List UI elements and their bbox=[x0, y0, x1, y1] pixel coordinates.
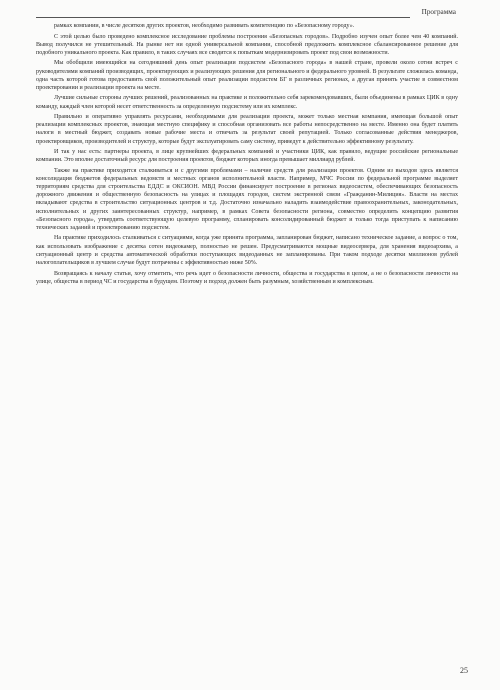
section-label: Программа bbox=[421, 8, 456, 16]
paragraph: На практике приходилось сталкиваться с ситуациями, когда уже принята программа, запланирован бюджет, написано техническое задание, а вопрос о том, как использовать изображение с десятка сотен видеокамер, полностью не решен. Предусматриваются мощные видеосервера, для хранения видеоархива, а ситуационный центр и средства автоматической обработки поступающих видеоданных не запланированы. При таком подходе десятки миллионов рублей налогоплательщиков в лучшем случае будут потрачены с эффективностью ниже 50%. bbox=[36, 235, 458, 266]
header-rule bbox=[36, 17, 410, 18]
paragraph: Лучшие сильные стороны лучших решений, реализованных на практике и положительно себя зарекомендовавших, были объединены в рамках ЦИК в одну команду, каждый член которой несет ответственность за определенную подсистему или их комплекс. bbox=[36, 95, 458, 110]
paragraph: Правильно и оперативно управлять ресурсами, необходимыми для реализации проекта, может только местная компания, имеющая большой опыт реализации комплексных проектов, знающая местную специфику и способная организовать все работы непосредственно на месте. Именно она будет платить налоги в местный бюджет, создавать новые рабочие места и отвечать за результат своей репутацией. Только согласованные действия менеджеров, проектировщиков, производителей и структур, которые будут эксплуатировать саму систему, приведут к действительно эффективному результату. bbox=[36, 114, 458, 145]
page-number: 25 bbox=[460, 666, 468, 675]
paragraph: Возвращаясь к началу статьи, хочу отметить, что речь идет о безопасности личности, общества и государства в целом, а не о безопасности личности на улице, общества в период ЧС и государства в будущем. Поэтому и подход должен быть разумным, хозяйственным и комплексным. bbox=[36, 270, 458, 285]
running-header bbox=[36, 6, 456, 20]
paragraph: Также на практике приходится сталкиваться и с другими проблемами – наличие средств для реализации проектов. Одним из выходов здесь является консолидация бюджетов федеральных ведомств и местных органов исполнительной власти. Например, МЧС России по федеральной программе выделяет территориям средства для строительства ЕДДС и ОКСИОН. МВД России финансирует построение в регионах видеосистем, обеспечивающих безопасность дорожного движения и общественную безопасность на улицах и площадях городов, систем экстренной связи «Гражданин-Милиция». Власти на местах вкладывают средства в строительство ситуационных центров и т.д. Достаточно изначально наладить взаимодействие правоохранительных, законодательных, исполнительных и других заинтересованных структур, например, в рамках Совета безопасности региона, совместно определить концепцию развития «Безопасного города», утвердить соответствующую целевую программу, спланировать консолидированный бюджет и только тогда приступать к написанию технических заданий и проектированию подсистем. bbox=[36, 167, 458, 231]
article-body bbox=[36, 22, 458, 288]
paragraph: Мы обобщили имеющийся на сегодняшний день опыт реализации подсистем «Безопасного города» в нашей стране, провели около сотни встреч с руководителями компаний производящих, проектирующих и реализующих решения для регионального и федерального уровней. В результате сложилась команда, одна часть которой готова предоставить свой положительный опыт реализации подсистем БГ в различных регионах, а другая принять участие в совместном проектировании и реализации проекта на месте. bbox=[36, 60, 458, 91]
paragraph: рамках компании, в числе десятков других проектов, необходимо развивать компетенцию по «Безопасному городу». bbox=[54, 23, 355, 29]
paragraph: И так у нас есть: партнеры проекта, в лице крупнейших федеральных компаний и участники ЦИК, как правило, ведущие российские региональные компании. Это вполне достаточный ресурс для построения проектов, бюджет которых иногда превышает миллиард рублей. bbox=[36, 149, 458, 164]
paragraph: С этой целью было проведено комплексное исследование проблемы построения «Безопасных городов». Подробно изучен опыт более чем 40 компаний. Вывод получился не утешительный. На рынке нет ни одной универсальной компании, способной предложить комплексное сбалансированное решение для подобного уникального проекта. Как правило, в таких случаях все сводится к попыткам модернизировать проект под свои возможности. bbox=[36, 33, 458, 56]
